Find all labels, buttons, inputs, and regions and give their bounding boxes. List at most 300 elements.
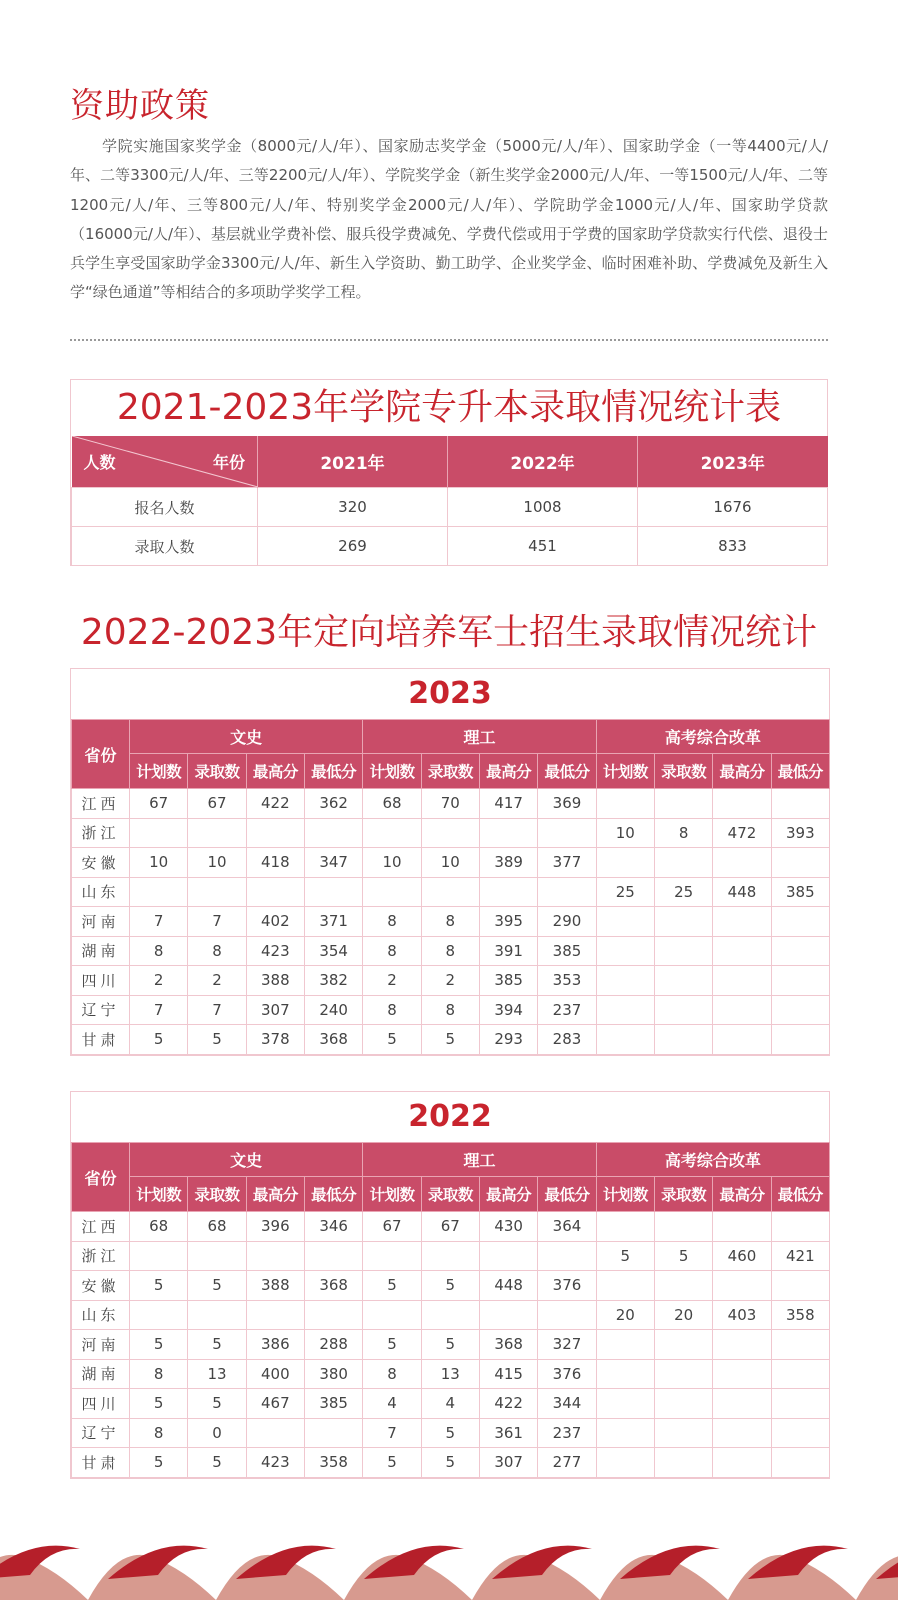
table-cell: [771, 936, 829, 966]
table-cell: [363, 1241, 421, 1271]
table-cell: 5: [363, 1271, 421, 1301]
table-cell: 327: [538, 1330, 596, 1360]
table-cell: 70: [421, 789, 479, 819]
table-cell: [654, 1271, 712, 1301]
table-cell: 237: [538, 995, 596, 1025]
table-cell: [771, 995, 829, 1025]
table-cell: [713, 936, 771, 966]
table-cell: [654, 995, 712, 1025]
table-cell: 288: [304, 1330, 362, 1360]
table-cell: 283: [538, 1025, 596, 1055]
table-cell: [654, 907, 712, 937]
table-cell: 347: [304, 848, 362, 878]
table-cell: [538, 877, 596, 907]
province-cell: 甘肃: [72, 1025, 130, 1055]
table-cell: 388: [246, 966, 304, 996]
table-cell: 344: [538, 1389, 596, 1419]
table-cell: 389: [479, 848, 537, 878]
table-cell: 386: [246, 1330, 304, 1360]
table-cell: 320: [258, 488, 448, 527]
table-cell: [363, 1300, 421, 1330]
table-cell: [304, 1241, 362, 1271]
table-cell: 391: [479, 936, 537, 966]
table-cell: [479, 818, 537, 848]
table-cell: 833: [638, 527, 828, 566]
sub-header: 录取数: [188, 754, 246, 789]
table-cell: [713, 1389, 771, 1419]
table-cell: 8: [363, 907, 421, 937]
table-cell: [596, 1025, 654, 1055]
table-cell: [654, 1389, 712, 1419]
table-cell: 25: [596, 877, 654, 907]
table-cell: [713, 1359, 771, 1389]
row-label: 报名人数: [72, 488, 258, 527]
table-cell: 8: [363, 1359, 421, 1389]
table-cell: [713, 789, 771, 819]
table-cell: 400: [246, 1359, 304, 1389]
sub-header: 计划数: [596, 754, 654, 789]
sub-header: 最高分: [713, 1177, 771, 1212]
table-cell: [713, 1271, 771, 1301]
table-cell: 368: [304, 1271, 362, 1301]
table-cell: 385: [304, 1389, 362, 1419]
table-cell: 7: [188, 907, 246, 937]
group-header: 高考综合改革: [596, 720, 829, 754]
province-cell: 甘肃: [72, 1448, 130, 1478]
table-cell: 467: [246, 1389, 304, 1419]
province-header: 省份: [72, 720, 130, 789]
table-cell: 5: [421, 1330, 479, 1360]
table-row: [72, 1271, 830, 1301]
table-cell: [130, 818, 188, 848]
group-header: 文史: [130, 720, 363, 754]
table-cell: [713, 1448, 771, 1478]
sub-header: 最高分: [246, 754, 304, 789]
table-cell: [421, 1241, 479, 1271]
table-cell: 290: [538, 907, 596, 937]
table-cell: 67: [130, 789, 188, 819]
sub-header: 最低分: [538, 1177, 596, 1212]
sub-header: 最高分: [479, 1177, 537, 1212]
table-cell: 5: [188, 1025, 246, 1055]
table-cell: 8: [130, 936, 188, 966]
table-cell: 5: [188, 1389, 246, 1419]
table-row: [72, 789, 830, 819]
table-cell: 4: [363, 1389, 421, 1419]
table-cell: [130, 1241, 188, 1271]
table-cell: [771, 1418, 829, 1448]
table-cell: [771, 789, 829, 819]
table-cell: 10: [130, 848, 188, 878]
table-cell: [304, 818, 362, 848]
table-row: [72, 1448, 830, 1478]
table-cell: 1008: [448, 488, 638, 527]
table-cell: 430: [479, 1212, 537, 1242]
table-cell: [596, 1271, 654, 1301]
table-cell: 5: [421, 1025, 479, 1055]
sub-header: 最高分: [246, 1177, 304, 1212]
table-row: [72, 848, 830, 878]
province-header: 省份: [72, 1143, 130, 1212]
sub-header: 录取数: [188, 1177, 246, 1212]
year-header: 2021年: [258, 436, 448, 488]
table-cell: [421, 1300, 479, 1330]
table-cell: 1676: [638, 488, 828, 527]
table-row: [72, 1418, 830, 1448]
table-cell: [596, 1389, 654, 1419]
table-cell: [771, 1359, 829, 1389]
table-cell: [654, 1359, 712, 1389]
table-cell: 5: [188, 1271, 246, 1301]
table-cell: 8: [421, 936, 479, 966]
sub-header: 录取数: [421, 754, 479, 789]
table-cell: 8: [130, 1418, 188, 1448]
table-cell: [479, 1300, 537, 1330]
table-cell: 364: [538, 1212, 596, 1242]
table-cell: [130, 877, 188, 907]
table-cell: [421, 877, 479, 907]
province-cell: 安徽: [72, 848, 130, 878]
table-cell: 417: [479, 789, 537, 819]
table-cell: 10: [596, 818, 654, 848]
table-cell: 5: [130, 1389, 188, 1419]
table-cell: [654, 1418, 712, 1448]
table-cell: 5: [188, 1330, 246, 1360]
table-cell: 368: [479, 1330, 537, 1360]
table-cell: 353: [538, 966, 596, 996]
table-cell: [713, 995, 771, 1025]
table-cell: [713, 966, 771, 996]
province-cell: 四川: [72, 1389, 130, 1419]
table-cell: [479, 877, 537, 907]
table-cell: 2: [421, 966, 479, 996]
table-cell: 7: [130, 907, 188, 937]
table-cell: 385: [538, 936, 596, 966]
table-cell: 67: [363, 1212, 421, 1242]
table-cell: 396: [246, 1212, 304, 1242]
table-cell: 423: [246, 1448, 304, 1478]
province-cell: 江西: [72, 1212, 130, 1242]
province-cell: 湖南: [72, 1359, 130, 1389]
table-row: [72, 1330, 830, 1360]
table-cell: [771, 848, 829, 878]
table-cell: [713, 1025, 771, 1055]
table-cell: 10: [421, 848, 479, 878]
table-cell: 5: [363, 1448, 421, 1478]
table-cell: [596, 789, 654, 819]
table-cell: [246, 877, 304, 907]
table-cell: 377: [538, 848, 596, 878]
province-cell: 山东: [72, 1300, 130, 1330]
table-cell: 0: [188, 1418, 246, 1448]
table-cell: [654, 1448, 712, 1478]
table-cell: 5: [421, 1271, 479, 1301]
province-cell: 安徽: [72, 1271, 130, 1301]
table-row: [72, 1025, 830, 1055]
table-cell: 8: [654, 818, 712, 848]
table-cell: [771, 1025, 829, 1055]
province-cell: 河南: [72, 907, 130, 937]
table-cell: [363, 877, 421, 907]
table-cell: [421, 818, 479, 848]
table-cell: 354: [304, 936, 362, 966]
table-cell: 5: [363, 1025, 421, 1055]
military-table-2022-box: [70, 1091, 830, 1479]
sub-header: 计划数: [130, 754, 188, 789]
policy-paragraph: 学院实施国家奖学金（8000元/人/年）、国家励志奖学金（5000元/人/年）、国家助学金（一等4400元/人/年、二等3300元/人/年、三等2200元/人/年）、学院奖学金（新生奖学金2000元/人/年、一等1500元/人/年、二等1200元/人/年、三等800元/人/年、特别奖学金2000元/人/年）、学院助学金1000元/人/年、国家助学贷款（16000元/人/年）、基层就业学费补偿、服兵役学费减免、学费代偿或用于学费的国家助学贷款实行代偿、退役士兵学生享受国家助学金3300元/人/年、新生入学资助、勤工助学、企业奖学金、临时困难补助、学费减免及新生入学“绿色通道”等相结合的多项助学奖学工程。: [70, 137, 828, 302]
corner-header: [72, 436, 258, 488]
table-cell: 369: [538, 789, 596, 819]
table-cell: 307: [479, 1448, 537, 1478]
table-cell: 376: [538, 1271, 596, 1301]
table-cell: [596, 1212, 654, 1242]
table-cell: 346: [304, 1212, 362, 1242]
table-cell: [188, 818, 246, 848]
table-cell: 2: [188, 966, 246, 996]
table-cell: [538, 818, 596, 848]
table-cell: 388: [246, 1271, 304, 1301]
table-cell: 8: [188, 936, 246, 966]
military-title: 2022-2023年定向培养军士招生录取情况统计: [80, 612, 818, 653]
military-year-title: 2023: [408, 676, 492, 711]
table-cell: [713, 1212, 771, 1242]
table-cell: [246, 1241, 304, 1271]
table-cell: 237: [538, 1418, 596, 1448]
table-cell: 25: [654, 877, 712, 907]
table-cell: 7: [363, 1418, 421, 1448]
table-cell: [713, 1418, 771, 1448]
table-cell: 423: [246, 936, 304, 966]
table-cell: [771, 1330, 829, 1360]
table-cell: [771, 907, 829, 937]
table-cell: 269: [258, 527, 448, 566]
sub-header: 录取数: [654, 754, 712, 789]
table-cell: [130, 1300, 188, 1330]
table-cell: 358: [771, 1300, 829, 1330]
table-cell: 20: [654, 1300, 712, 1330]
table-cell: 5: [188, 1448, 246, 1478]
table-cell: 20: [596, 1300, 654, 1330]
table-cell: 8: [363, 936, 421, 966]
table-cell: [246, 1418, 304, 1448]
table-cell: 422: [479, 1389, 537, 1419]
table-cell: 2: [130, 966, 188, 996]
table-cell: 361: [479, 1418, 537, 1448]
sub-header: 最低分: [771, 1177, 829, 1212]
table-cell: 403: [713, 1300, 771, 1330]
year-header: 2022年: [448, 436, 638, 488]
table-cell: [596, 907, 654, 937]
table-row: [72, 995, 830, 1025]
table-row: [72, 966, 830, 996]
table-cell: [188, 877, 246, 907]
sub-header: 最低分: [304, 1177, 362, 1212]
table-cell: [246, 818, 304, 848]
table-cell: 13: [421, 1359, 479, 1389]
military-year-title: 2022: [408, 1099, 492, 1134]
table-cell: [654, 1025, 712, 1055]
table-row: [72, 818, 830, 848]
table-cell: 2: [363, 966, 421, 996]
table-cell: [596, 1359, 654, 1389]
military-table-2023-box: [70, 668, 830, 1056]
table-cell: 402: [246, 907, 304, 937]
table-cell: 68: [363, 789, 421, 819]
table-cell: [188, 1241, 246, 1271]
table-cell: 7: [188, 995, 246, 1025]
table-cell: 415: [479, 1359, 537, 1389]
province-cell: 浙江: [72, 1241, 130, 1271]
table-cell: 240: [304, 995, 362, 1025]
table-cell: 10: [363, 848, 421, 878]
table-cell: [771, 1212, 829, 1242]
row-label: 录取人数: [72, 527, 258, 566]
table-cell: 385: [479, 966, 537, 996]
sub-header: 计划数: [130, 1177, 188, 1212]
table-cell: 67: [188, 789, 246, 819]
table-cell: 13: [188, 1359, 246, 1389]
table-cell: 8: [363, 995, 421, 1025]
table-row: [72, 1359, 830, 1389]
dotted-divider: [70, 339, 828, 341]
upgrade-table-title: 2021-2023年学院专升本录取情况统计表: [116, 387, 782, 428]
table-cell: [771, 1271, 829, 1301]
table-cell: 385: [771, 877, 829, 907]
table-cell: [713, 1330, 771, 1360]
table-cell: 451: [448, 527, 638, 566]
table-cell: 5: [130, 1330, 188, 1360]
table-cell: [654, 848, 712, 878]
table-cell: [713, 907, 771, 937]
table-cell: [654, 936, 712, 966]
table-cell: 368: [304, 1025, 362, 1055]
table-cell: [596, 1330, 654, 1360]
table-cell: 7: [130, 995, 188, 1025]
group-header: 高考综合改革: [596, 1143, 829, 1177]
table-cell: 8: [421, 995, 479, 1025]
table-cell: 418: [246, 848, 304, 878]
table-cell: [771, 966, 829, 996]
table-cell: 5: [654, 1241, 712, 1271]
group-header: 文史: [130, 1143, 363, 1177]
sub-header: 最低分: [304, 754, 362, 789]
table-cell: 376: [538, 1359, 596, 1389]
table-cell: 293: [479, 1025, 537, 1055]
corner-left-label: 人数: [83, 453, 116, 472]
table-cell: [596, 995, 654, 1025]
table-cell: [304, 1418, 362, 1448]
table-cell: 67: [421, 1212, 479, 1242]
table-cell: [596, 1448, 654, 1478]
table-cell: 358: [304, 1448, 362, 1478]
table-cell: [654, 1330, 712, 1360]
table-cell: [304, 1300, 362, 1330]
table-cell: [188, 1300, 246, 1330]
table-row: [72, 1212, 830, 1242]
table-cell: 378: [246, 1025, 304, 1055]
table-cell: 5: [596, 1241, 654, 1271]
policy-title: 资助政策: [70, 86, 210, 126]
table-row: [72, 1389, 830, 1419]
table-cell: 380: [304, 1359, 362, 1389]
table-row: [72, 877, 830, 907]
upgrade-table: [71, 436, 828, 566]
year-header: 2023年: [638, 436, 828, 488]
table-cell: [304, 877, 362, 907]
table-cell: [596, 936, 654, 966]
table-cell: 448: [479, 1271, 537, 1301]
table-row: [72, 527, 828, 566]
sub-header: 计划数: [363, 1177, 421, 1212]
table-cell: 5: [130, 1025, 188, 1055]
table-cell: [246, 1300, 304, 1330]
province-cell: 江西: [72, 789, 130, 819]
table-cell: 68: [130, 1212, 188, 1242]
province-cell: 四川: [72, 966, 130, 996]
table-row: [72, 488, 828, 527]
table-cell: 307: [246, 995, 304, 1025]
table-cell: 472: [713, 818, 771, 848]
table-cell: 371: [304, 907, 362, 937]
table-cell: 5: [130, 1448, 188, 1478]
table-cell: 10: [188, 848, 246, 878]
table-cell: 382: [304, 966, 362, 996]
wave-decoration: [0, 1535, 898, 1600]
sub-header: 录取数: [421, 1177, 479, 1212]
table-cell: 5: [421, 1448, 479, 1478]
military-table: [71, 719, 830, 1055]
table-row: [72, 1241, 830, 1271]
province-cell: 山东: [72, 877, 130, 907]
table-cell: [713, 848, 771, 878]
group-header: 理工: [363, 720, 596, 754]
table-cell: 4: [421, 1389, 479, 1419]
table-row: [72, 907, 830, 937]
table-cell: [654, 966, 712, 996]
table-cell: 460: [713, 1241, 771, 1271]
sub-header: 录取数: [654, 1177, 712, 1212]
table-cell: 394: [479, 995, 537, 1025]
table-cell: 448: [713, 877, 771, 907]
province-cell: 河南: [72, 1330, 130, 1360]
province-cell: 辽宁: [72, 995, 130, 1025]
province-cell: 湖南: [72, 936, 130, 966]
table-cell: [596, 848, 654, 878]
table-cell: 393: [771, 818, 829, 848]
group-header: 理工: [363, 1143, 596, 1177]
province-cell: 浙江: [72, 818, 130, 848]
table-cell: 5: [421, 1418, 479, 1448]
table-cell: 5: [130, 1271, 188, 1301]
military-table: [71, 1142, 830, 1478]
sub-header: 计划数: [363, 754, 421, 789]
table-cell: 422: [246, 789, 304, 819]
table-row: [72, 1300, 830, 1330]
corner-right-label: 年份: [212, 453, 245, 472]
upgrade-table-box: [70, 379, 828, 566]
table-cell: 8: [421, 907, 479, 937]
sub-header: 计划数: [596, 1177, 654, 1212]
table-cell: 421: [771, 1241, 829, 1271]
sub-header: 最高分: [713, 754, 771, 789]
table-row: [72, 936, 830, 966]
table-cell: 68: [188, 1212, 246, 1242]
province-cell: 辽宁: [72, 1418, 130, 1448]
table-cell: [596, 1418, 654, 1448]
table-cell: [538, 1241, 596, 1271]
table-cell: [363, 818, 421, 848]
table-cell: [771, 1448, 829, 1478]
